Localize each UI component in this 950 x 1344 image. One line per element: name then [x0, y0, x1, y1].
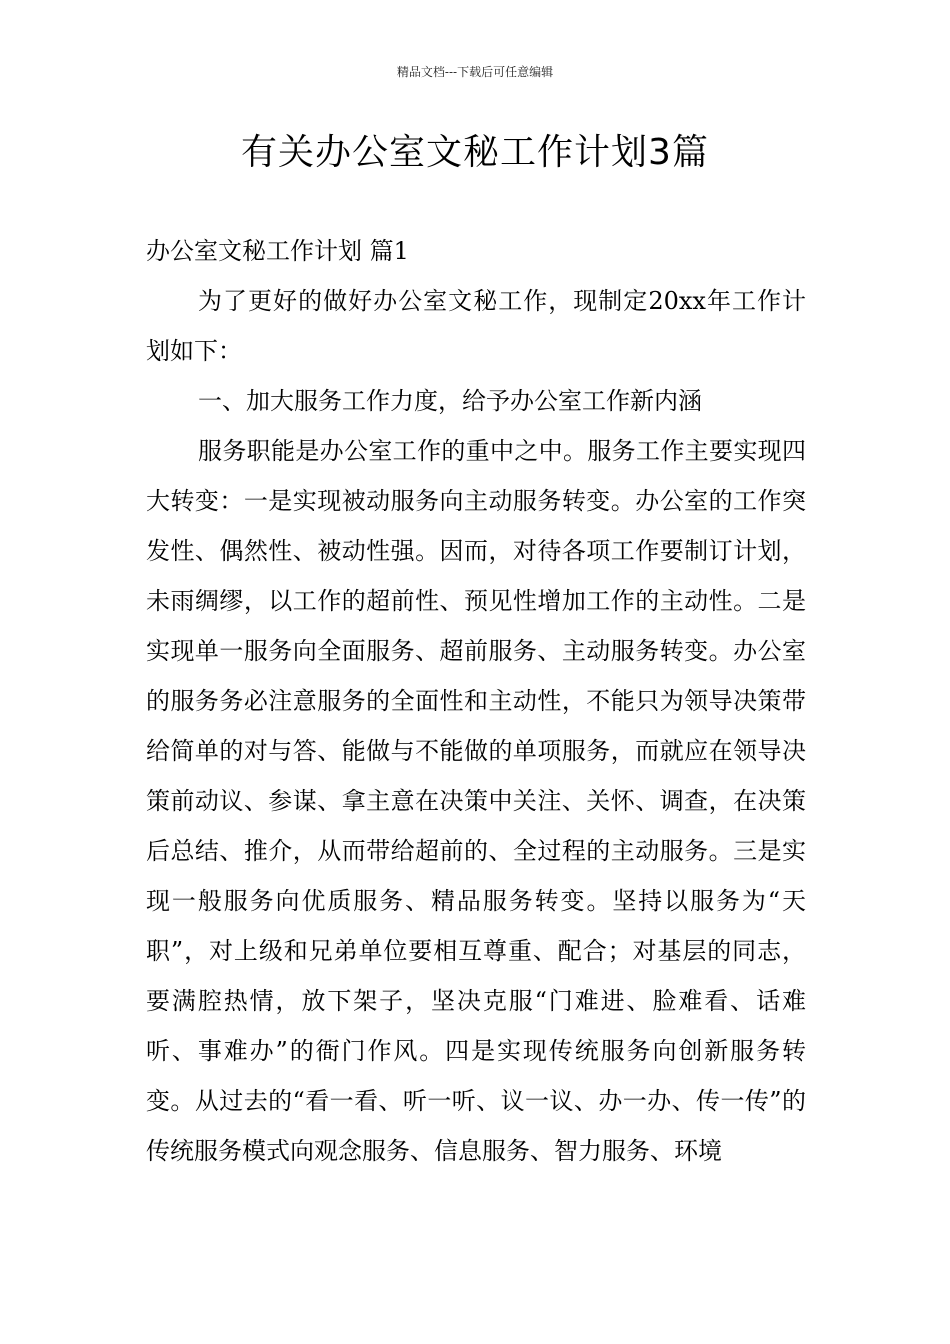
document-body — [146, 226, 806, 1176]
document-title: 有关办公室文秘工作计划3篇 — [241, 132, 709, 173]
header-note: 精品文档---下载后可任意编辑 — [396, 65, 554, 79]
paragraph-intro: 为了更好的做好办公室文秘工作，现制定20xx年工作计划如下： — [146, 287, 806, 365]
paragraph-service: 服务职能是办公室工作的重中之中。服务工作主要实现四大转变：一是实现被动服务向主动服务转变。办公室的工作突发性、偶然性、被动性强。因而，对待各项工作要制订计划，未雨绸缪，以工作的超前性、预见性增加工作的主动性。二是实现单一服务向全面服务、超前服务、主动服务转变。办公室的服务务必注意服务的全面性和主动性，不能只为领导决策带给简单的对与答、能做与不能做的单项服务，而就应在领导决策前动议、参谋、拿主意在决策中关注、关怀、调查，在决策后总结、推介，从而带给超前的、全过程的主动服务。三是实现一般服务向优质服务、精品服务转变。坚持以服务为“天职”，对上级和兄弟单位要相互尊重、配合；对基层的同志，要满腔热情，放下架子，坚决克服“门难进、脸难看、话难听、事难办”的衙门作风。四是实现传统服务向创新服务转变。从过去的“看一看、听一听、议一议、办一办、传一传”的传统服务模式向观念服务、信息服务、智力服务、环境 — [146, 437, 806, 1165]
section-heading: 办公室文秘工作计划 篇1 — [146, 237, 409, 265]
paragraph-subheading: 一、加大服务工作力度，给予办公室工作新内涵 — [198, 387, 702, 415]
